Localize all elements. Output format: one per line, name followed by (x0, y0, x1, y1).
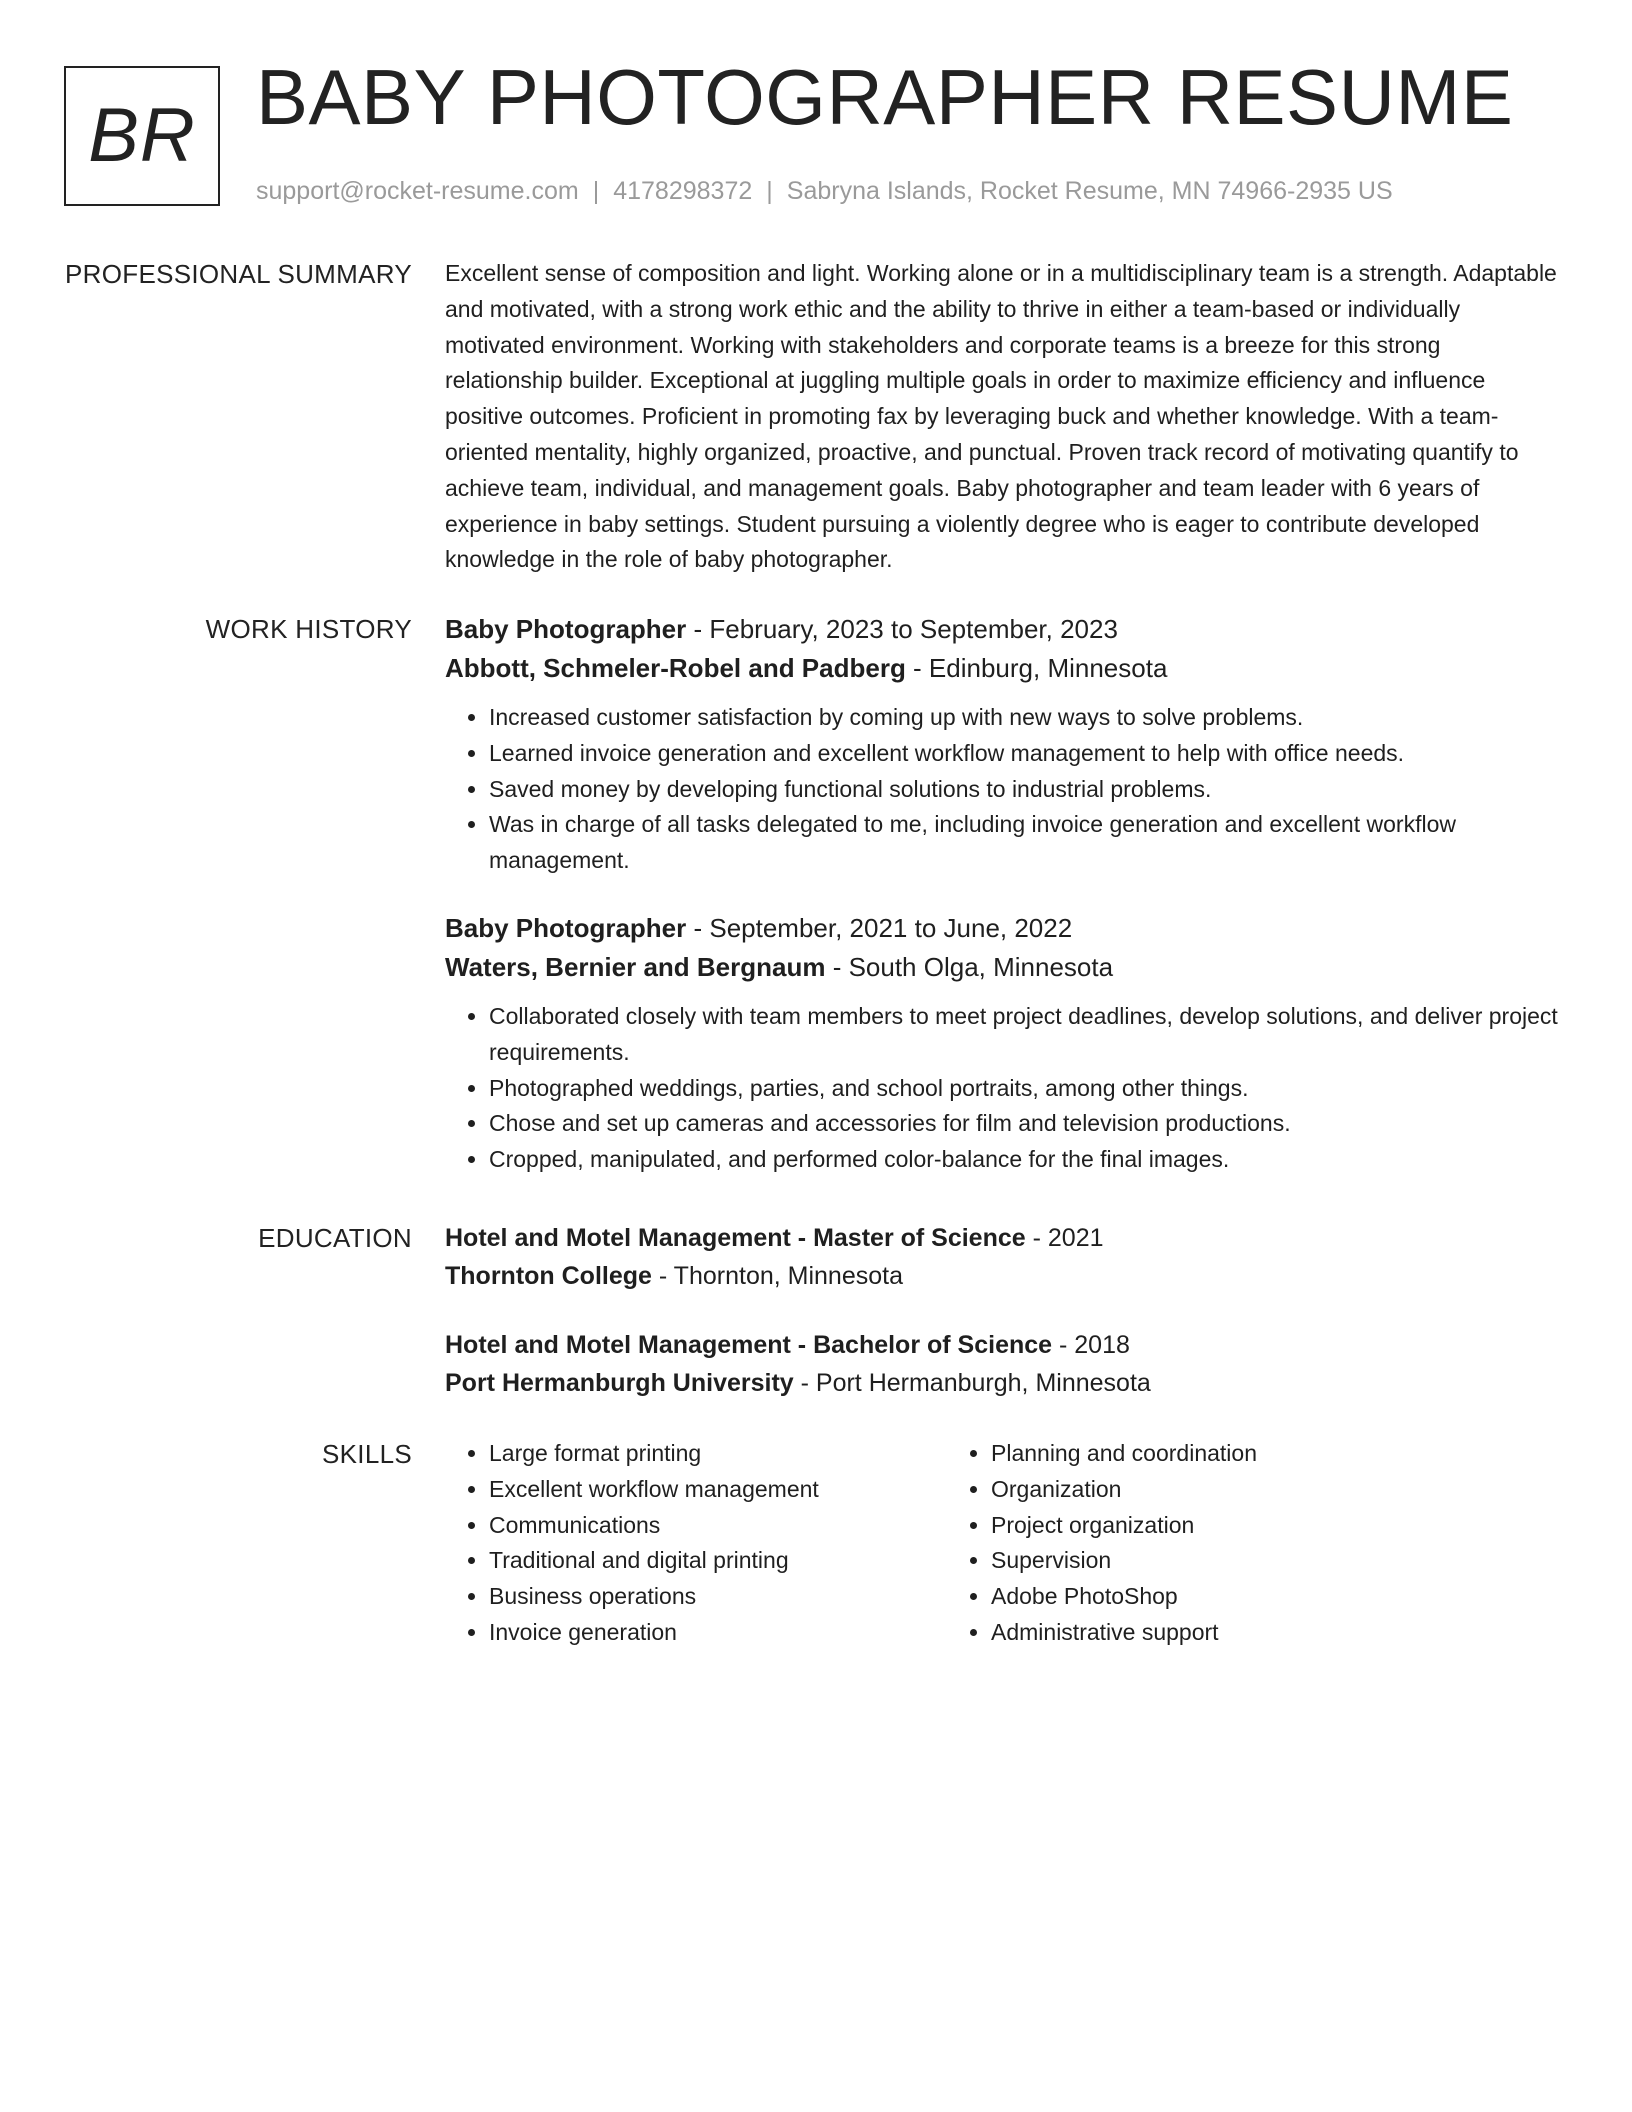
skill-item: • Planning and coordination (991, 1436, 1507, 1472)
skill-item: • Invoice generation (489, 1615, 947, 1651)
job-title: Baby Photographer (445, 912, 687, 943)
skills-body (445, 1436, 1561, 1651)
contact-phone: 4178298372 (613, 177, 753, 205)
education-degree-line (445, 1327, 1561, 1363)
job-location: - Edinburg, Minnesota (905, 653, 1168, 683)
skill-item: • Traditional and digital printing (489, 1543, 947, 1579)
education-degree: Hotel and Motel Management - Master of Science (445, 1224, 1026, 1252)
education-year: - 2018 (1052, 1331, 1130, 1359)
skill-item: • Excellent workflow management (489, 1472, 947, 1508)
summary-body (445, 256, 1561, 578)
job-bullets (445, 999, 1561, 1178)
education-body (445, 1220, 1561, 1401)
job-dates: - September, 2021 to June, 2022 (686, 912, 1073, 943)
job-company: Waters, Bernier and Bergnaum (445, 951, 826, 982)
education-school: Thornton College (445, 1262, 652, 1290)
contact-email: support@rocket-resume.com (256, 177, 579, 205)
contact-separator: | (766, 177, 773, 205)
job-location: - South Olga, Minnesota (825, 951, 1114, 982)
job-company-line (445, 650, 1561, 686)
job-dates: - February, 2023 to September, 2023 (686, 614, 1118, 644)
job-title-line (445, 611, 1561, 647)
education-school-line (445, 1258, 1561, 1294)
skills-list-right (947, 1436, 1507, 1651)
job-bullet: • Was in charge of all tasks delegated to me, including invoice generation and excellent workflow management. (489, 807, 1561, 879)
job-bullet: • Collaborated closely with team members to meet project deadlines, develop solutions, and deliver project requirements. (489, 999, 1561, 1071)
skill-item: • Administrative support (991, 1615, 1507, 1651)
contact-address: Sabryna Islands, Rocket Resume, MN 74966-2935 US (786, 177, 1393, 205)
summary-text: Excellent sense of composition and light. Working alone or in a multidisciplinary team is a strength. Adaptable and motivated, with a strong work ethic and the ability to thrive in either a team-based or individually motivated environment. Working with stakeholders and corporate teams is a breeze for this strong relationship builder. Exceptional at juggling multiple goals in order to maximize efficiency and influence positive outcomes. Proficient in promoting fax by leveraging buck and whether knowledge. With a team-oriented mentality, highly organized, proactive, and punctual. Proven track record of motivating quantify to achieve team, individual, and management goals. Baby photographer and team leader with 6 years of experience in baby settings. Student pursuing a violently degree who is eager to contribute developed knowledge in the role of baby photographer. (445, 260, 1557, 573)
skill-item: • Supervision (991, 1543, 1507, 1579)
education-school: Port Hermanburgh University (445, 1369, 794, 1397)
section-label-skills: SKILLS (322, 1439, 412, 1469)
job-title: Baby Photographer (445, 614, 687, 644)
contact-line (256, 176, 1393, 206)
education-entry (445, 1327, 1561, 1401)
monogram-logo (64, 66, 220, 206)
job-company: Abbott, Schmeler-Robel and Padberg (445, 653, 906, 683)
job-entry (445, 611, 1561, 879)
skills-columns (445, 1436, 1561, 1651)
job-bullet: • Chose and set up cameras and accessories for film and television productions. (489, 1106, 1561, 1142)
job-bullet: • Learned invoice generation and excellent workflow management to help with office needs. (489, 736, 1561, 772)
work-history-body (445, 611, 1561, 1178)
skill-item: • Communications (489, 1508, 947, 1544)
skill-item: • Business operations (489, 1579, 947, 1615)
section-label-summary: PROFESSIONAL SUMMARY (65, 259, 412, 289)
monogram-initials: BR (88, 93, 196, 178)
skill-item: • Organization (991, 1472, 1507, 1508)
job-bullet: • Saved money by developing functional solutions to industrial problems. (489, 772, 1561, 808)
skill-item: • Project organization (991, 1508, 1507, 1544)
skills-list-left (445, 1436, 947, 1651)
education-degree-line (445, 1220, 1561, 1256)
job-bullet: • Cropped, manipulated, and performed color-balance for the final images. (489, 1142, 1561, 1178)
education-location: - Thornton, Minnesota (651, 1262, 903, 1290)
job-company-line (445, 949, 1561, 985)
job-bullets (445, 700, 1561, 879)
education-entry (445, 1220, 1561, 1294)
section-label-work-history: WORK HISTORY (205, 614, 412, 644)
education-location: - Port Hermanburgh, Minnesota (793, 1369, 1151, 1397)
skill-item: • Large format printing (489, 1436, 947, 1472)
job-title-line (445, 910, 1561, 946)
skill-item: • Adobe PhotoShop (991, 1579, 1507, 1615)
education-year: - 2021 (1025, 1224, 1104, 1252)
education-school-line (445, 1365, 1561, 1401)
contact-separator: | (592, 177, 600, 205)
job-bullet: • Photographed weddings, parties, and school portraits, among other things. (489, 1071, 1561, 1107)
job-entry (445, 910, 1561, 1178)
section-label-education: EDUCATION (258, 1223, 412, 1253)
job-bullet: • Increased customer satisfaction by coming up with new ways to solve problems. (489, 700, 1561, 736)
education-degree: Hotel and Motel Management - Bachelor of Science (445, 1331, 1053, 1359)
resume-title: BABY PHOTOGRAPHER RESUME (256, 53, 1514, 141)
